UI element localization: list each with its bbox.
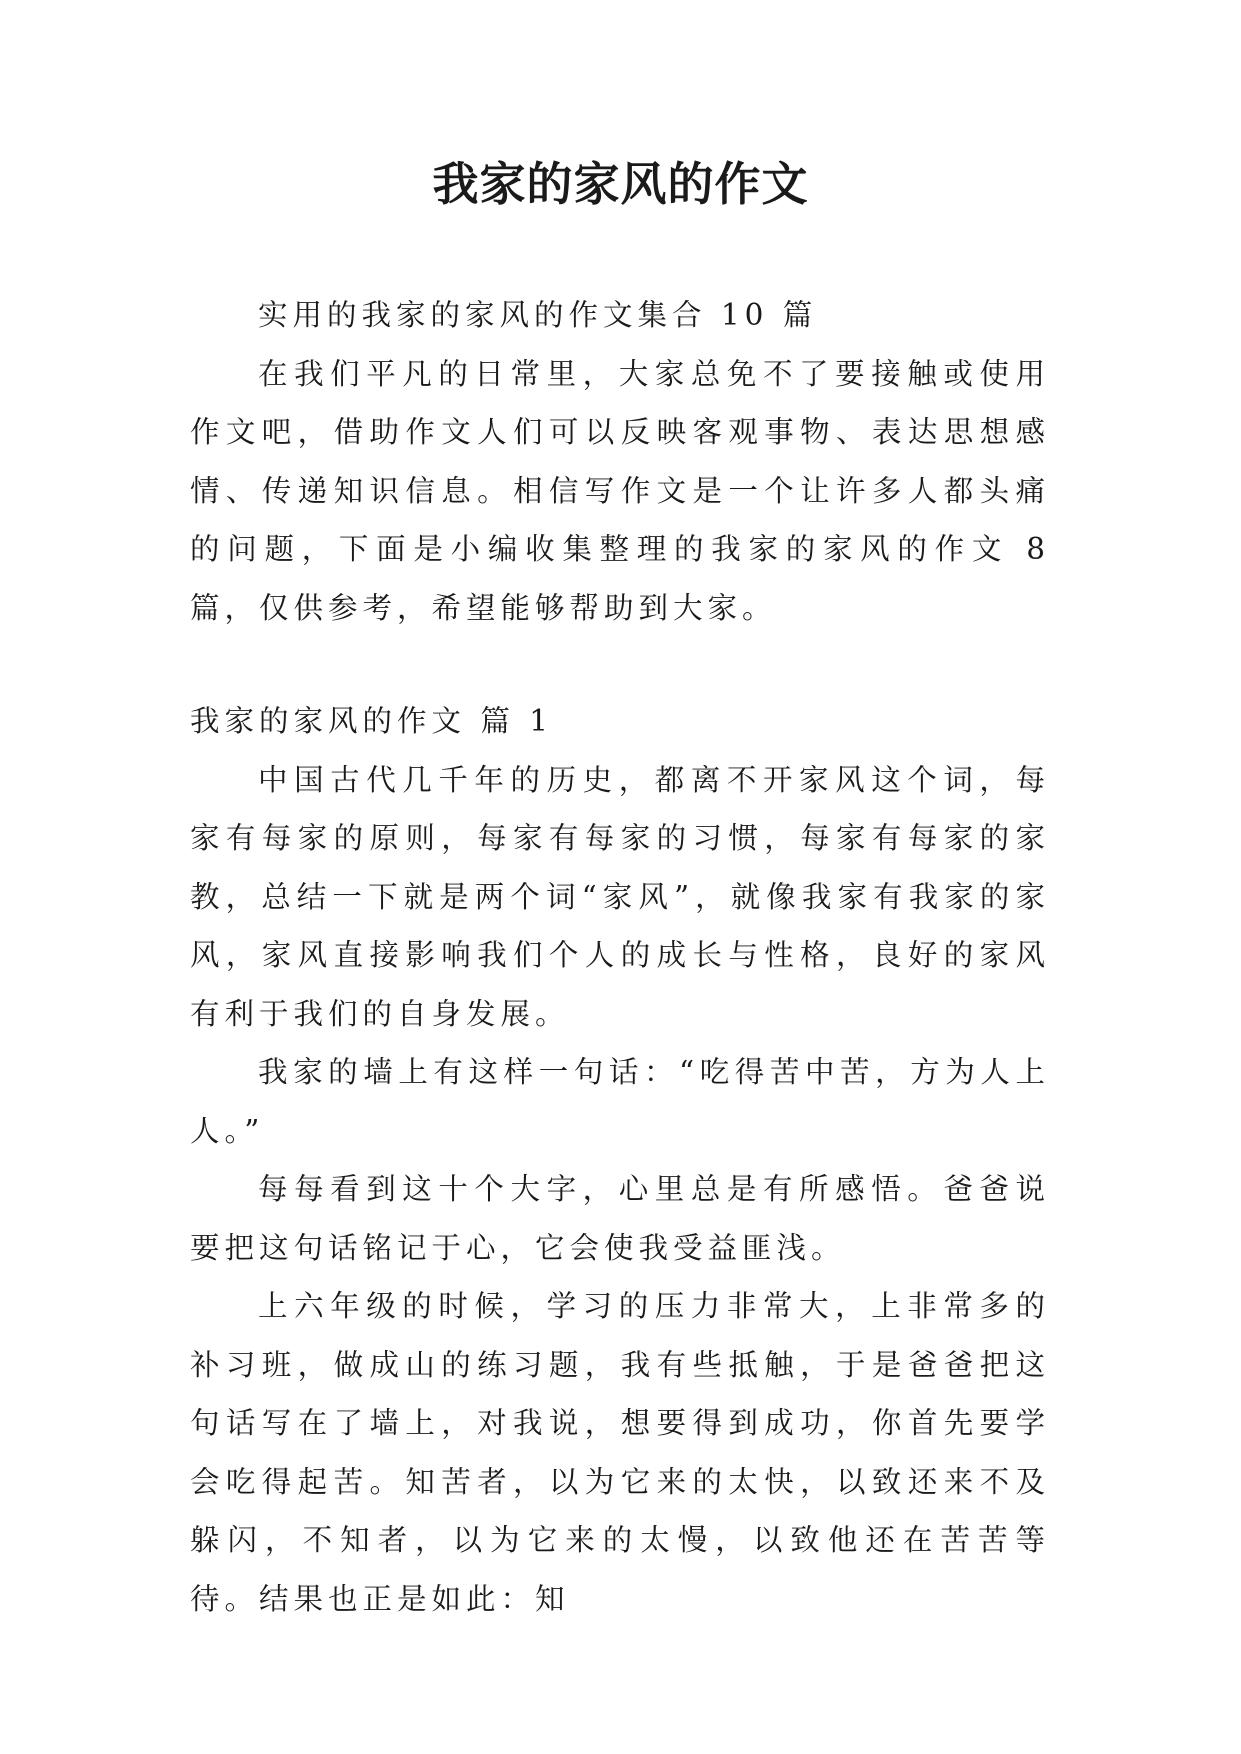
article-paragraph-1: 中国古代几千年的历史，都离不开家风这个词，每家有每家的原则，每家有每家的习惯，每家有每家的家教，总结一下就是两个词“家风”，就像我家有我家的家风，家风直接影响我们个人的成长与性格，良好的家风有利于我们的自身发展。 (190, 762, 1050, 1031)
article-paragraph-2: 我家的墙上有这样一句话：“吃得苦中苦，方为人上人。” (190, 1055, 1050, 1148)
article-paragraph-4: 上六年级的时候，学习的压力非常大，上非常多的补习班，做成山的练习题，我有些抵触，于是爸爸把这句话写在了墙上，对我说，想要得到成功，你首先要学会吃得起苦。知苦者，以为它来的太快，以致还来不及躲闪，不知者，以为它来的太慢，以致他还在苦苦等待。结果也正是如此：知 (190, 1289, 1050, 1616)
intro-section (190, 286, 1050, 637)
article-heading: 我家的家风的作文 篇 1 (190, 704, 554, 738)
document-title: 我家的家风的作文 (432, 157, 809, 211)
article-paragraph-3: 每每看到这十个大字，心里总是有所感悟。爸爸说要把这句话铭记于心，它会使我受益匪浅。 (190, 1172, 1050, 1265)
intro-subtitle: 实用的我家的家风的作文集合 10 篇 (258, 298, 818, 332)
intro-paragraph: 在我们平凡的日常里，大家总免不了要接触或使用作文吧，借助作文人们可以反映客观事物、表达思想感情、传递知识信息。相信写作文是一个让许多人都头痛的问题，下面是小编收集整理的我家的家风的作文 8 篇，仅供参考，希望能够帮助到大家。 (190, 356, 1050, 625)
article-section (190, 692, 1050, 1628)
